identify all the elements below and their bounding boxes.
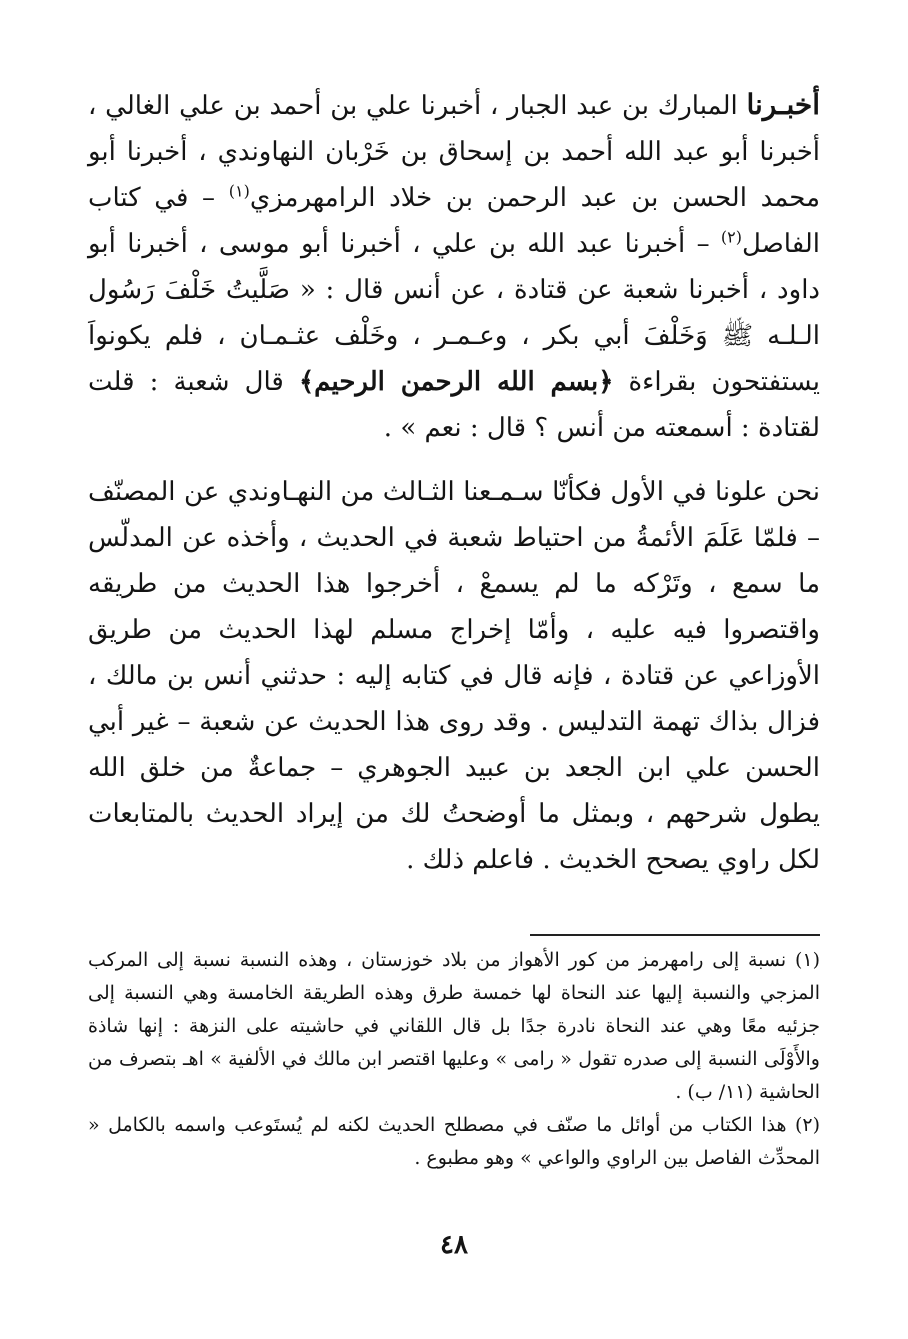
paragraph-isnad [88, 82, 820, 451]
isnad-text-part3: – أخبرنا عبد الله بن علي ، أخبرنا أبو موسى ، أخبرنا أبو داود ، أخبرنا شعبة عن قتادة ، عن أنس قال : « صَلَّيتُ خَلْفَ رَسُول الـلـه ﷺ وَخَلْفَ أبي بكر ، وعـمـر ، وخَلْف عثـمـان ، فلم يكونواَ يستفتحون بقراءة [88, 229, 820, 397]
footnote-ref-1[interactable]: (١) [228, 181, 250, 201]
isnad-text-part1: المبارك بن عبد الجبار ، أخبرنا علي بن أحمد بن علي الغالي ، أخبرنا أبو عبد الله أحمد بن إسحاق بن خَرْبان النهاوندي ، أخبرنا أبو محمد الحسن بن عبد الرحمن بن خلاد الرامهرمزي [88, 91, 821, 213]
paragraph-commentary: نحن علونا في الأول فكأنّا سـمـعنا الثـالث من النهـاوندي عن المصنّف – فلمّا عَلَمَ الأئمةُ من احتياط شعبة في الحديث ، وأخذه عن المدلّس ما سمع ، وتَرْكه ما لم يسمعْ ، أخرجوا هذا الحديث من طريقه واقتصروا فيه عليه ، وأمّا إخراج مسلم لهذا الحديث من طريق الأوزاعي عن قتادة ، فإنه قال في كتابه إليه : حدثني أنس بن مالك ، فزال بذاك تهمة التدليس . وقد روى هذا الحديث عن شعبة – غير أبي الحسن علي ابن الجعد بن عبيد الجوهري – جماعةٌ من خلق الله يطول شرحهم ، وبمثل ما أوضحتُ لك من إيراد الحديث بالمتابعات لكل راوي يصحح الخديث . فاعلم ذلك . [88, 477, 820, 875]
basmala-quote: ﴿بسم الله الرحمن الرحيم﴾ [298, 367, 614, 397]
footnotes [88, 944, 820, 1175]
footnote-1: (١) نسبة إلى رامهرمز من كور الأهواز من بلاد خوزستان ، وهذه النسبة نسبة إلى المركب المزجي والنسبة إليها عند النحاة لها خمسة طرق وهذه الطريقة الخامسة وهي النسبة إلى جزئيه معًا وهي عند النحاة نادرة جدًا بل قال اللقاني في حاشيته على النزهة : إنها شاذة والأَوْلَى النسبة إلى صدره تقول « رامى » وعليها اقتصر ابن مالك في الألفية » اهـ بتصرف من الحاشية (١١/ ب) . [88, 949, 820, 1103]
book-page [88, 82, 820, 1282]
main-text [88, 82, 820, 883]
footnote-2: (٢) هذا الكتاب من أوائل ما صنّف في مصطلح الحديث لكنه لم يُستَوعب واسمه بالكامل « المحدِّث الفاصل بين الراوي والواعي » وهو مطبوع . [88, 1114, 821, 1169]
page-number: ٤٨ [440, 1230, 468, 1260]
footnote-ref-2[interactable]: (٢) [720, 227, 742, 247]
footnote-divider [530, 934, 820, 936]
lead-word: أخبـرنا [746, 88, 820, 121]
isnad-text-part2: – في كتاب الفاصل [88, 183, 820, 259]
isnad-text-part4: قال شعبة : قلت لقتادة : أسمعته من أنس ؟ قال : نعم » . [88, 367, 820, 443]
